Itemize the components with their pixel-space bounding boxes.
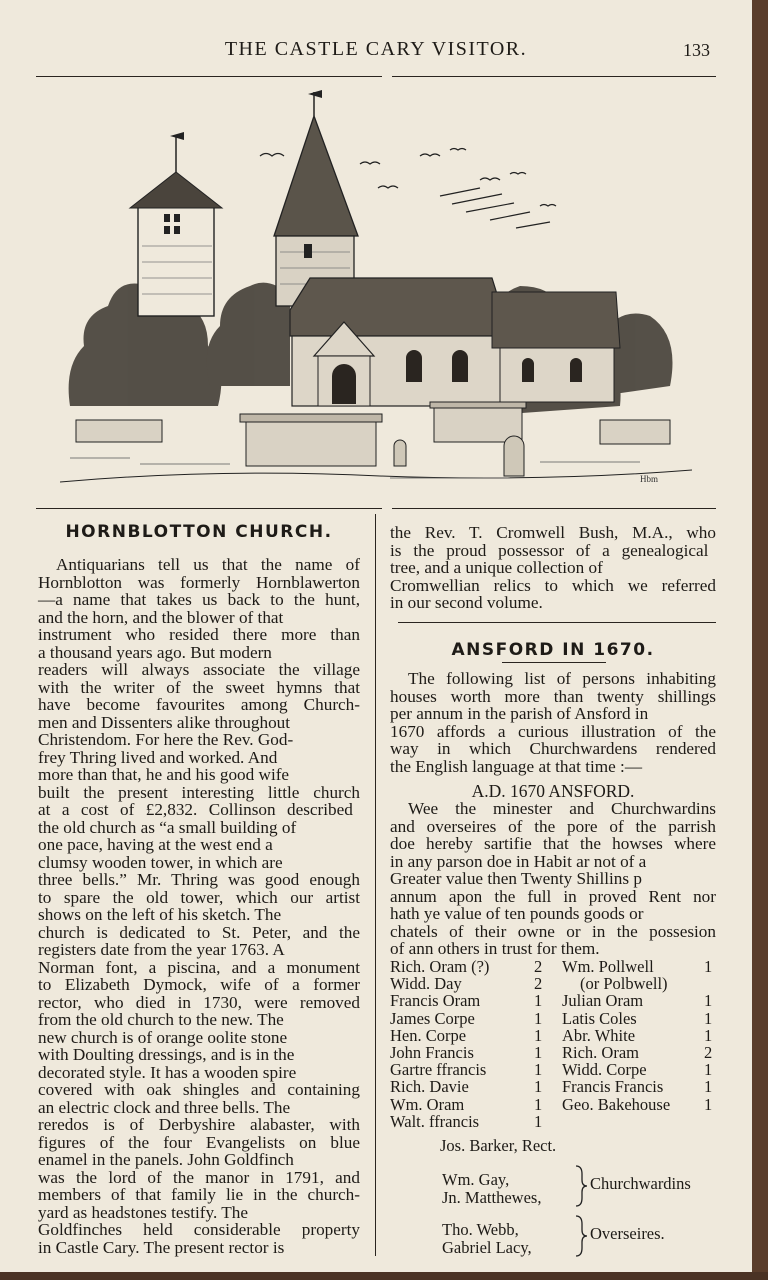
text-line: decorated style. It has a wooden spire	[38, 1062, 297, 1082]
person-name: James Corpe	[390, 1008, 475, 1028]
text-line: and overseires of the pore of the parrish	[390, 816, 716, 836]
person-name: Francis Francis	[562, 1077, 664, 1097]
text-line: Cromwellian relics to which we referred	[390, 575, 716, 595]
certificate-text	[390, 800, 716, 958]
name-row	[390, 958, 550, 975]
house-count: 1	[534, 991, 543, 1011]
text-line: tree, and a unique collection of	[390, 558, 603, 577]
text-line: instrument who resided there more than	[38, 625, 360, 644]
name-row	[390, 975, 550, 992]
names-list-left	[390, 958, 550, 1130]
text-line: the Rev. T. Cromwell Bush, M.A., who	[390, 523, 716, 542]
text-line: doe hereby sartifie that the howses where	[390, 834, 716, 853]
hornblotton-continuation	[390, 524, 716, 612]
churchyard	[60, 402, 692, 482]
article-separator	[398, 622, 716, 623]
running-head: THE CASTLE CARY VISITOR.	[224, 38, 528, 60]
person-name: Wm. Pollwell	[562, 957, 654, 976]
continuation-paragraph	[390, 524, 716, 612]
bird-icon	[260, 154, 284, 157]
house-count: 1	[534, 1060, 543, 1080]
text-line: to spare the old tower, which our artist	[38, 887, 360, 907]
names-list-right	[562, 958, 718, 1113]
name-row	[390, 1113, 550, 1130]
text-line: frey Thring lived and worked. And	[38, 747, 278, 767]
text-line: figures of the four Evangelists on blue	[38, 1132, 360, 1152]
text-line: have become favourites among Church-	[38, 695, 360, 714]
name-row	[562, 975, 718, 992]
text-line: of ann others in trust for them.	[390, 939, 600, 958]
person-name: Wm. Oram	[390, 1094, 465, 1114]
name-row	[390, 1061, 550, 1078]
name-row	[562, 1061, 718, 1078]
text-line: a thousand years ago. But modern	[38, 642, 272, 662]
spire-tower	[274, 90, 358, 306]
house-count: 2	[534, 957, 543, 976]
person-name: Latis Coles	[562, 1008, 637, 1028]
text-line: Wee the minester and Churchwardins	[408, 799, 716, 818]
text-line: from the old church to the new. The	[38, 1010, 284, 1029]
house-count: 1	[534, 1077, 543, 1097]
article-heading-hornblotton: HORNBLOTTON CHURCH.	[65, 522, 333, 542]
text-line: yard as headstones testify. The	[38, 1202, 249, 1222]
text-line: Goldfinches held considerable property	[38, 1220, 360, 1239]
house-count: 1	[704, 991, 713, 1011]
name-row	[562, 1027, 718, 1044]
text-line: Greater value then Twenty Shillins p	[390, 869, 642, 888]
header-rule-left	[36, 76, 382, 77]
text-line: at a cost of £2,832. Collinson described	[38, 800, 353, 819]
column-divider	[375, 514, 376, 1256]
book-edge	[752, 0, 768, 1280]
text-line: in our second volume.	[390, 593, 543, 612]
page-number: 133	[683, 40, 710, 60]
bird-icon	[480, 178, 500, 180]
brace-icon	[574, 1164, 588, 1208]
person-name: Widd. Day	[390, 974, 462, 994]
name-row	[390, 1010, 550, 1027]
nave	[290, 278, 620, 406]
ansford-intro-paragraph	[390, 670, 716, 775]
house-count: 1	[534, 1025, 543, 1045]
person-name: (or Polbwell)	[580, 974, 668, 994]
bird-icon	[360, 162, 380, 164]
person-name: Rich. Oram (?)	[390, 957, 490, 976]
house-count: 1	[534, 1111, 543, 1131]
person-name: Geo. Bakehouse	[562, 1094, 671, 1114]
text-line: reredos is of Derbyshire alabaster, with	[38, 1115, 360, 1134]
text-line: three bells.” Mr. Thring was good enough	[38, 870, 360, 889]
overseers-role: Overseires.	[590, 1224, 665, 1243]
name-row	[562, 1078, 718, 1095]
house-count: 1	[534, 1042, 543, 1062]
hornblotton-paragraph	[38, 556, 360, 1256]
text-line: way in which Churchwardens rendered	[390, 739, 716, 758]
text-line: members of that family lie in the church-	[38, 1185, 360, 1204]
text-line: hath ye value of ten pounds goods or	[390, 904, 644, 923]
overseer-name-1: Tho. Webb,	[442, 1220, 519, 1239]
house-count: 1	[534, 1094, 543, 1114]
person-name: Hen. Corpe	[390, 1025, 467, 1045]
house-count: 1	[704, 1008, 713, 1028]
text-line: chatels of their owne or in the possesion	[390, 921, 716, 941]
text-line: registers date from the year 1763. A	[38, 940, 285, 959]
house-count: 1	[704, 957, 713, 976]
heading-underline	[502, 662, 606, 663]
person-name: Francis Oram	[390, 991, 481, 1011]
text-line: in Castle Cary. The present rector is	[38, 1237, 285, 1257]
person-name: Rich. Oram	[562, 1042, 639, 1062]
text-line: men and Dissenters alike throughout	[38, 712, 291, 732]
text-line: rector, who died in 1730, were removed	[38, 992, 360, 1012]
text-line: shows on the left of his sketch. The	[38, 905, 282, 924]
person-name: Walt. ffrancis	[390, 1111, 480, 1131]
text-line: annum apon the full in proved Rent nor	[390, 886, 716, 906]
text-line: and the horn, and the blower of that	[38, 607, 284, 627]
house-count: 1	[534, 1008, 543, 1028]
text-line: with Doulting dressings, and is in the	[38, 1045, 295, 1064]
text-line: new church is of orange oolite stone	[38, 1027, 288, 1047]
house-count: 2	[704, 1042, 713, 1062]
article-heading-ansford: ANSFORD IN 1670.	[451, 640, 655, 660]
name-row	[390, 1027, 550, 1044]
text-line: built the present interesting little church	[38, 782, 360, 802]
person-name: John Francis	[390, 1042, 474, 1062]
section-rule-left	[36, 508, 382, 509]
text-line: enamel in the panels. John Goldfinch	[38, 1150, 294, 1169]
text-line: 1670 affords a curious illustration of the	[390, 721, 716, 741]
text-line: church is dedicated to St. Peter, and the	[38, 922, 360, 942]
bird-icon	[378, 186, 398, 188]
name-row	[390, 992, 550, 1009]
text-line: clumsy wooden tower, in which are	[38, 852, 283, 872]
weathervane-icon	[170, 132, 184, 140]
house-count: 2	[534, 974, 543, 994]
text-line: Norman font, a piscina, and a monument	[38, 957, 360, 977]
person-name: Widd. Corpe	[562, 1060, 647, 1080]
house-count: 1	[704, 1025, 713, 1045]
text-line: in any parson doe in Habit ar not of a	[390, 851, 647, 871]
bird-icon	[450, 149, 466, 151]
text-line: one pace, having at the west end a	[38, 835, 273, 854]
name-row	[562, 992, 718, 1009]
weathervane-icon	[308, 90, 322, 98]
text-line: Hornblotton was formerly Hornblawerton	[38, 572, 360, 592]
hornblotton-article-body	[38, 556, 360, 1256]
person-name: Gartre ffrancis	[390, 1060, 487, 1080]
old-tower	[130, 132, 222, 316]
header-rule-right	[392, 76, 716, 77]
text-line: with the writer of the sweet hymns that	[38, 677, 360, 697]
text-line: is the proud possessor of a genealogical	[390, 540, 709, 560]
name-row	[562, 1096, 718, 1113]
churchwarden-name-2: Jn. Matthewes,	[442, 1188, 542, 1207]
section-rule-right	[392, 508, 716, 509]
overseer-name-2: Gabriel Lacy,	[442, 1238, 532, 1257]
certificate-paragraph	[390, 800, 716, 958]
bird-icon	[420, 154, 440, 156]
name-row	[390, 1078, 550, 1095]
church-illustration	[60, 86, 692, 486]
text-line: houses worth more than twenty shillings	[390, 686, 716, 706]
text-line: Christendom. For here the Rev. God-	[38, 730, 294, 749]
name-row	[390, 1044, 550, 1061]
ansford-intro	[390, 670, 716, 775]
name-row	[562, 1044, 718, 1061]
house-count: 1	[704, 1060, 713, 1080]
churchwardens-role: Churchwardins	[590, 1174, 691, 1193]
churchwarden-name-1: Wm. Gay,	[442, 1170, 510, 1189]
name-row	[562, 1010, 718, 1027]
text-line: the English language at that time :—	[390, 756, 643, 776]
book-edge-bottom	[0, 1272, 768, 1280]
house-count: 1	[704, 1094, 713, 1114]
rector-signature: Jos. Barker, Rect.	[440, 1136, 557, 1155]
name-row	[390, 1096, 550, 1113]
text-line: to Elizabeth Dymock, wife of a former	[38, 975, 360, 994]
person-name: Rich. Davie	[390, 1077, 469, 1097]
text-line: the old church as “a small building of	[38, 817, 297, 837]
person-name: Abr. White	[562, 1025, 636, 1045]
text-line: more than that, he and his good wife	[38, 765, 290, 784]
text-line: was the lord of the manor in 1791, and	[38, 1167, 360, 1187]
house-count: 1	[704, 1077, 713, 1097]
text-line: The following list of persons inhabiting	[408, 669, 716, 688]
text-line: —a name that takes us back to the hunt,	[38, 590, 360, 609]
text-line: Antiquarians tell us that the name of	[56, 555, 360, 574]
quote-title: A.D. 1670 ANSFORD.	[471, 781, 635, 801]
text-line: per annum in the parish of Ansford in	[390, 704, 649, 723]
artist-signature: Hbm	[640, 474, 658, 484]
text-line: covered with oak shingles and containing	[38, 1080, 360, 1099]
bird-icon	[510, 173, 526, 175]
text-line: an electric clock and three bells. The	[38, 1097, 291, 1117]
person-name: Julian Oram	[562, 991, 644, 1011]
brace-icon	[574, 1214, 588, 1258]
name-row	[562, 958, 718, 975]
bird-icon	[540, 205, 556, 207]
text-line: readers will always associate the village	[38, 660, 360, 679]
